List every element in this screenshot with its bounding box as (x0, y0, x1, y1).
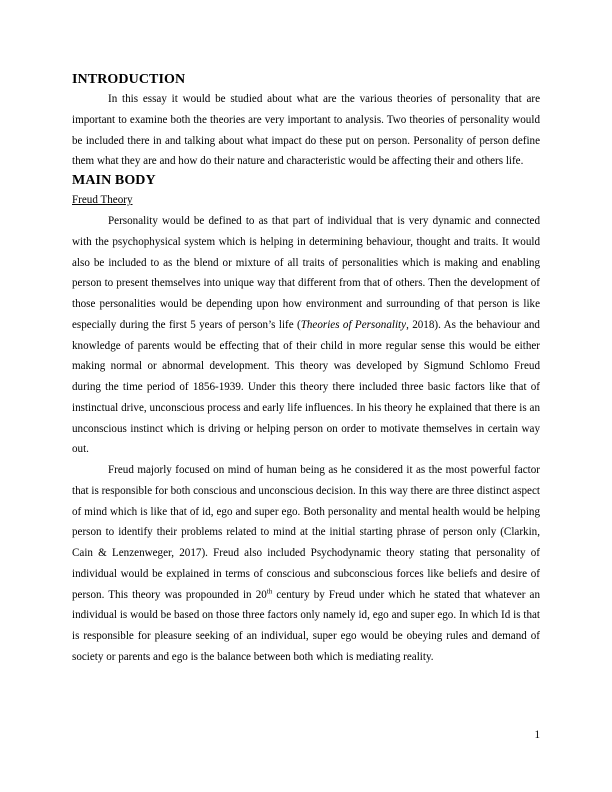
main-body-heading: MAIN BODY (72, 173, 156, 188)
freud-paragraph-2-text-b: century by Freud under which he stated that whatever an individual is would be based on those three factors only namely id, ego and super ego. In which Id is that is responsible for pleasure seeking of an individual, super ego would be obeying rules and demand of society or parents and ego is the balance between both which is mediating reality. (72, 588, 541, 663)
page-number: 1 (534, 729, 540, 741)
page-content (72, 71, 540, 668)
freud-paragraph-1-text-b: , 2018). As the behaviour and knowledge of parents would be effecting that of their child in more regular sense this would be either making normal or abnormal development. This theory was developed by Sigmund Schlomo Freud during the time period of 1856-1939. Under this theory there included three basic factors like that of instinctual drive, unconscious process and early life influences. In his theory he explained that there is an unconscious instinct which is driving or helping person on order to motivate themselves in certain way out. (72, 318, 540, 456)
citation-title: Theories of Personality (300, 318, 407, 331)
introduction-paragraph: In this essay it would be studied about what are the various theories of personality that are important to examine both the theories are very important to analysis. Two theories of personality would be included there in and talking about what impact do these put on person. Personality of person define them what they are and how do their nature and characteristic would be affecting their and others life. (72, 93, 540, 168)
freud-paragraph-1-text-a: Personality would be defined to as that part of individual that is very dynamic and connected with the psychophysical system which is helping in determining behaviour, thought and traits. It would also be included to as the blend or mixture of all traits of personalities which is making and enabling person to present themselves into unique way that different from that of others. Then the development of those personalities would be depending upon how environment and surrounding of that person is like especially during the first 5 years of person’s life ( (72, 215, 540, 331)
ordinal-superscript: th (266, 586, 273, 595)
main-body-section (72, 172, 540, 668)
freud-theory-subheading: Freud Theory (72, 194, 133, 206)
introduction-heading: INTRODUCTION (72, 72, 186, 87)
freud-paragraph-2-text-a: Freud majorly focused on mind of human being as he considered it as the most powerful factor that is responsible for both conscious and unconscious decision. In this way there are three distinct aspect of mind which is like that of id, ego and super ego. Both personality and mental health would be helping person to identify their problems related to mind at the initial starting phrase of person only (Clarkin, Cain & Lenzenweger, 2017). Freud also included Psychodynamic theory stating that personality of individual would be explained in terms of conscious and subconscious forces like beliefs and desire of person. This theory was propounded in 20 (72, 464, 540, 601)
freud-paragraph-2 (72, 460, 540, 668)
introduction-section (72, 71, 540, 172)
freud-paragraph-1 (72, 211, 540, 460)
